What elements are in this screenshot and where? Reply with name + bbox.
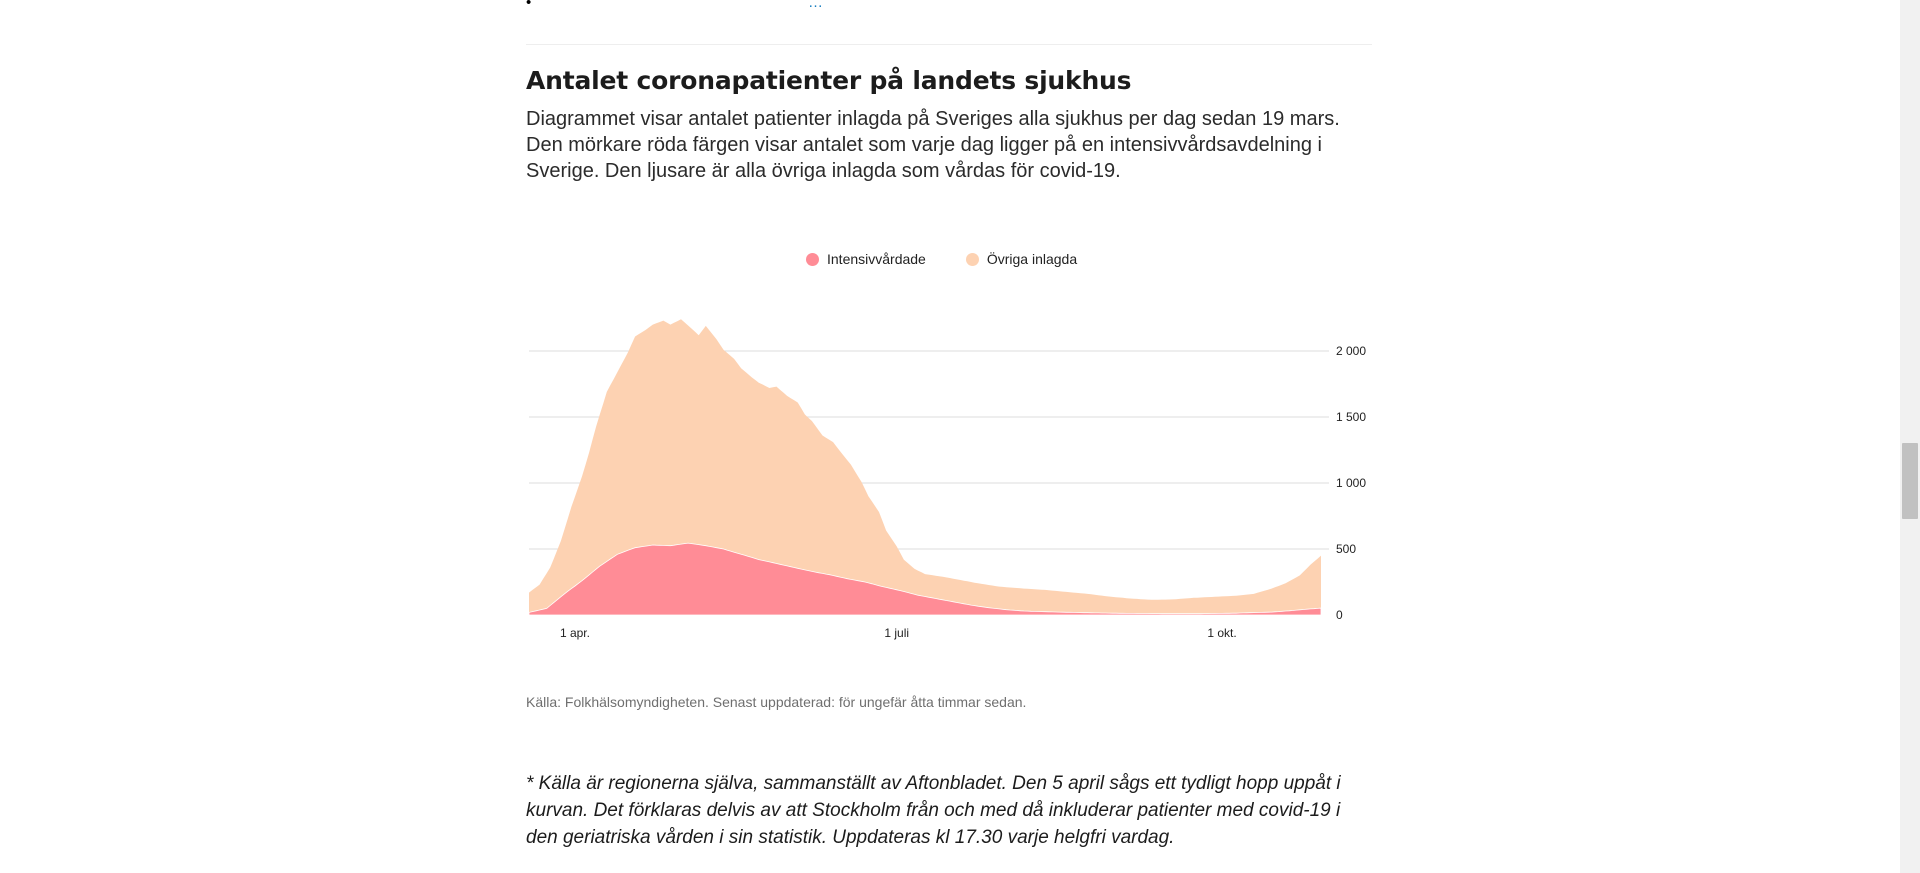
- x-tick-label-0: 1 apr.: [559, 626, 590, 640]
- y-tick-label-0: 0: [1336, 608, 1343, 622]
- chart-source: Källa: Folkhälsomyndigheten. Senast uppdaterad: för ungefär åtta timmar sedan.: [526, 694, 1027, 710]
- legend-label-other: Övriga inlagda: [986, 251, 1078, 267]
- chart-description: Diagrammet visar antalet patienter inlagda på Sveriges alla sjukhus per dag sedan 19 mars. Den mörkare röda färgen visar antalet som varje dag ligger på en intensivvårdsavdelning i Sverige. Den ljusare är alla övriga inlagda som vårdas för covid-19.: [526, 108, 1340, 182]
- fragment-link[interactable]: …: [808, 0, 823, 11]
- y-tick-label-1000: 1 000: [1336, 476, 1367, 490]
- y-tick-label-500: 500: [1336, 542, 1357, 556]
- legend-label-icu: Intensivvårdade: [827, 251, 926, 267]
- page-scrollbar[interactable]: [1900, 0, 1920, 873]
- y-tick-label-2000: 2 000: [1336, 344, 1367, 358]
- x-tick-label-2: 1 okt.: [1207, 626, 1237, 640]
- x-tick-label-1: 1 juli: [884, 626, 910, 640]
- chart-headline: Antalet coronapatienter på landets sjukhus: [526, 66, 1132, 95]
- y-tick-label-1500: 1 500: [1336, 410, 1367, 424]
- article-footnote: * Källa är regionerna själva, sammanställt av Aftonbladet. Den 5 april sågs ett tydligt hopp uppåt i kurvan. Det förklaras delvis av att Stockholm från och med då inkluderar patienter med covid-19 i den geriatriska vården i sin statistik. Uppdateras kl 17.30 varje helgfri vardag.: [526, 773, 1341, 848]
- scrollbar-thumb[interactable]: [1902, 443, 1918, 519]
- fragment-bullet: •: [526, 0, 532, 11]
